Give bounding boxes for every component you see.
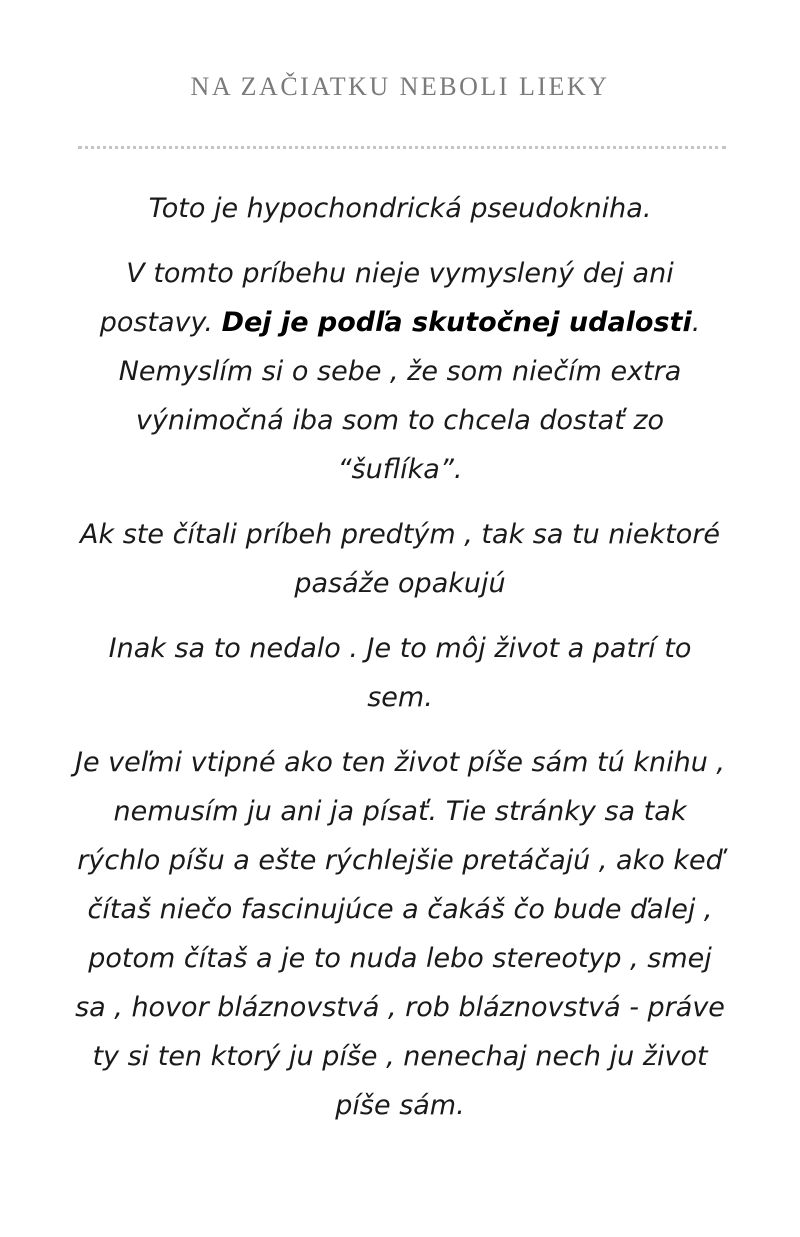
- paragraph-2: [72, 249, 728, 494]
- paragraph-3: Ak ste čítali príbeh predtým , tak sa tu niektoré pasáže opakujú: [80, 519, 720, 599]
- paragraph-1: Toto je hypochondrická pseudokniha.: [148, 193, 652, 224]
- dotted-divider: [78, 146, 726, 149]
- paragraph-2-bold: Dej je podľa skutočnej udalosti: [221, 307, 692, 338]
- paragraph-5: Je veľmi vtipné ako ten život píše sám tú knihu , nemusím ju ani ja písať. Tie stránky sa tak rýchlo píšu a ešte rýchlejšie pretáčajú , ako keď čítaš niečo fascinujúce a čakáš čo bude ďalej , potom čítaš a je to nuda lebo stereotyp , smej sa , hovor bláznovstvá , rob bláznovstvá - práve ty si ten ktorý ju píše , nenechaj nech ju život píše sám.: [75, 747, 725, 1121]
- paragraph-2-start: V tomto príbehu nieje vymyslený dej ani postavy.: [99, 258, 674, 338]
- chapter-title: NA ZAČIATKU NEBOLI LIEKY: [190, 72, 610, 101]
- paragraph-4: Inak sa to nedalo . Je to môj život a patrí to sem.: [108, 633, 692, 713]
- chapter-body: [72, 184, 728, 1146]
- paragraph-2-end: . Nemyslím si o sebe , že som niečím extra výnimočná iba som to chcela dostať zo “šuflíka”.: [118, 307, 701, 485]
